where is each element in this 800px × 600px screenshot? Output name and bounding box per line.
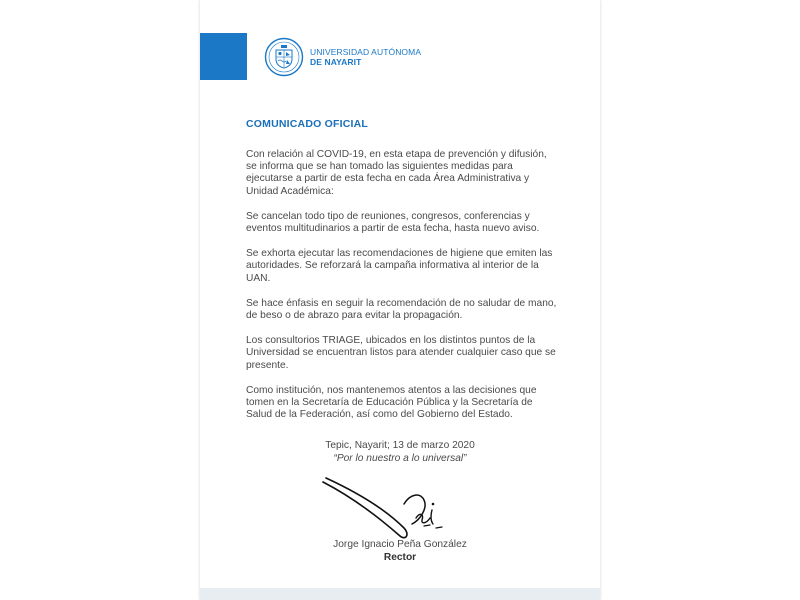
university-seal-icon [264,37,304,77]
paragraph: Con relación al COVID-19, en esta etapa de prevención y difusión, se informa que se han tomado las siguientes medidas para ejecutarse a partir de esta fecha en cada Área Administrativa y Unidad Académica: [246,149,547,197]
motto: “Por lo nuestro a lo universal” [333,452,467,464]
paragraph: Se hace énfasis en seguir la recomendación de no saludar de mano, de beso o de abrazo para evitar la propagación. [246,297,557,322]
handwritten-signature [320,474,450,544]
document-body [246,149,558,434]
document-page [200,0,600,600]
closing-block [200,440,600,465]
paragraph: Como institución, nos mantenemos atentos a las decisiones que tomen en la Secretaría de Educación Pública y la Secretaría de Salud de la Federación, así como del Gobierno del Estado. [246,384,537,421]
document-heading: COMUNICADO OFICIAL [246,118,369,130]
paragraph: Se cancelan todo tipo de reuniones, congresos, conferencias y eventos multitudinarios a partir de esta fecha, hasta nuevo aviso. [246,210,540,235]
university-logo [264,37,421,77]
university-name-line1: UNIVERSIDAD AUTÓNOMA [310,47,422,57]
paragraph: Se exhorta ejecutar las recomendaciones de higiene que emiten las autoridades. Se reforzará la campaña informativa al interior de la UAN. [246,248,553,284]
header-color-block [200,33,247,80]
signer-name: Jorge Ignacio Peña González [333,539,467,550]
university-name-line2: DE NAYARIT [310,57,362,67]
place-date: Tepic, Nayarit; 13 de marzo 2020 [325,440,475,451]
university-name [310,47,421,67]
signer-role: Rector [383,551,417,563]
paragraph: Los consultorios TRIAGE, ubicados en los distintos puntos de la Universidad se encuentran listos para atender cualquier caso que se presente. [246,335,556,371]
signer-block [200,539,600,564]
page-bottom-strip [200,588,600,600]
